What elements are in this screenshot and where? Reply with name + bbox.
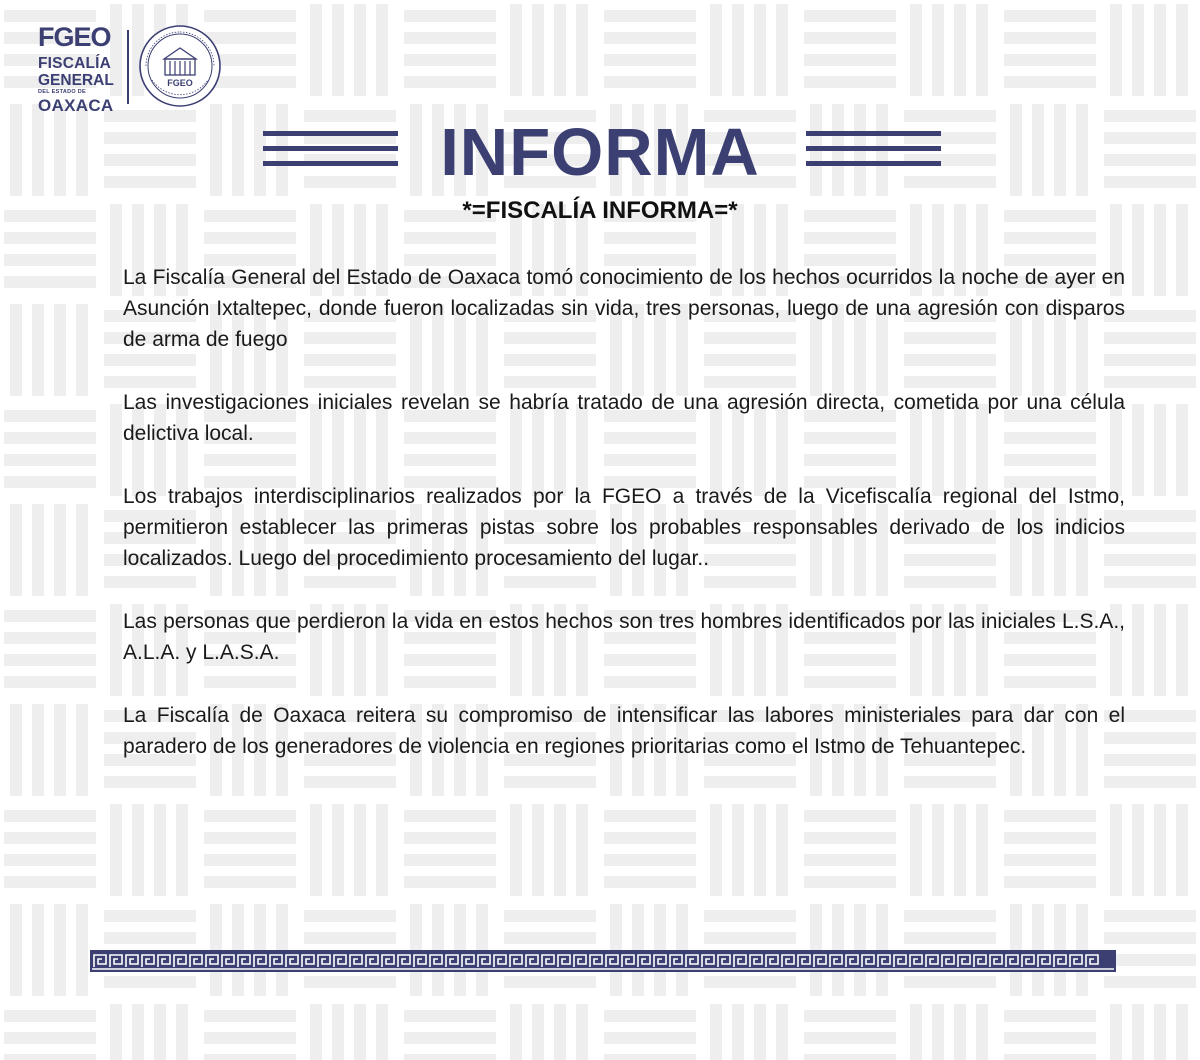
subtitle: *=FISCALÍA INFORMA=*: [462, 197, 738, 224]
fgeo-logo: [38, 24, 120, 114]
paragraph: La Fiscalía de Oaxaca reitera su compromiso de intensificar las labores ministeriales para dar con el paradero de los generadores de violencia en regiones prioritarias como el Istmo de Tehuantepec.: [123, 704, 1125, 758]
logo-line-fiscalia: FISCALÍA: [38, 55, 112, 72]
paragraph: La Fiscalía General del Estado de Oaxaca tomó conocimiento de los hechos ocurridos la noche de ayer en Asunción Ixtaltepec, donde fueron localizadas sin vida, tres personas, luego de una agresión con disparos de arma de fuego: [123, 266, 1125, 351]
greek-key-border: [90, 950, 1116, 972]
seal-text: FGEO: [167, 78, 193, 88]
header-bars-left: [263, 131, 398, 176]
logo-line-general: GENERAL: [38, 71, 114, 89]
press-release-body: [123, 262, 1125, 794]
paragraph: Las personas que perdieron la vida en estos hechos son tres hombres identificados por las iniciales L.S.A., A.L.A. y L.A.S.A.: [123, 610, 1125, 664]
paragraph: Los trabajos interdisciplinarios realizados por la FGEO a través de la Vicefiscalía regional del Istmo, permitieron establecer las primeras pistas sobre los probables responsables derivado de los indicios localizados. Luego del procedimiento procesamiento del lugar..: [123, 485, 1125, 570]
logo-acronym: FGEO: [38, 22, 111, 52]
logo-divider: [127, 30, 129, 104]
paragraph: Las investigaciones iniciales revelan se habría tratado de una agresión directa, cometida por una célula delictiva local.: [123, 391, 1125, 445]
page-title: INFORMA: [440, 115, 760, 190]
logo-line-del-estado: DEL ESTADO DE: [38, 89, 87, 95]
logo-line-oaxaca: OAXACA: [38, 95, 114, 115]
fiscalia-seal-icon: [138, 24, 222, 108]
header-bars-right: [806, 131, 941, 176]
